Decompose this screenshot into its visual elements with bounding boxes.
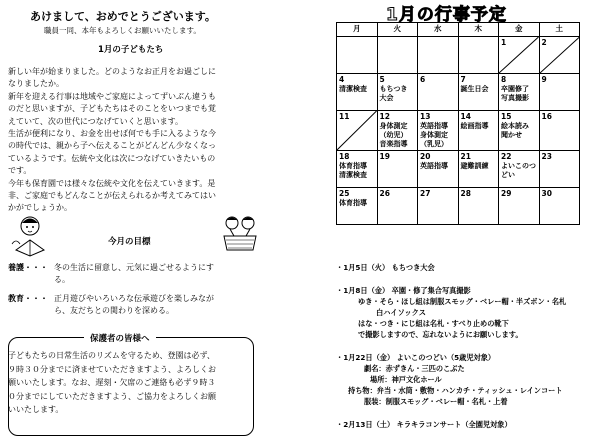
calendar-day-cell [377,74,418,111]
notice-body-line: 願いいたします。なお、遅刻・欠席のご連絡も必ず９時３ [8,378,216,387]
weekday-header-row [337,23,580,37]
goal-care-label: 養護・・・ [8,263,48,272]
calendar-day-cell [337,188,378,225]
event-list-line: 場所：神戸文化ホール [370,375,442,384]
kids-body-line: 新しい年が始まりました。どのようなお正月をお過ごしに [8,67,216,76]
day-event: 体育指導 [339,199,367,207]
day-number: 5 [379,75,385,84]
goal-care-line-1: 冬の生活に留意し、元気に過ごせるようにす [54,263,214,272]
calendar-day-cell [337,74,378,111]
day-number: 21 [460,152,471,161]
day-number: 26 [379,189,390,198]
event-list-line: ・1月8日（金） 卒園・修了集合写真撮影 [336,286,471,295]
weekday-header: 月 [337,23,378,37]
notice-title: 保護者の皆様へ [84,332,156,344]
day-event: 誕生日会 [460,85,489,93]
calendar-day-cell [539,74,580,111]
calendar-day-cell [458,74,499,111]
children-mochi-illustration [220,214,260,254]
calendar-week-row [337,151,580,188]
day-event: よいこのつ [501,162,536,170]
event-list-line: 劇名：赤ずきん・三匹のこぶた [364,364,465,373]
day-event: 聞かせ [501,131,522,139]
weekday-header: 水 [418,23,459,37]
day-number: 13 [420,112,431,121]
calendar-day-cell [458,37,499,74]
day-event: （幼児） [379,131,408,139]
calendar-day-cell [499,188,540,225]
goal-education-line-2: ら、友だちとの関わりを深める。 [54,306,174,315]
day-event: 身体測定 [420,131,448,139]
kids-section-body [8,66,308,215]
calendar-day-cell [418,37,459,74]
calendar-day-cell [499,111,540,151]
event-list-line: 白ハイソックス [376,308,426,317]
day-event: 絵画指導 [460,122,489,130]
calendar-day-cell [499,151,540,188]
event-list-line: はな・つき・にじ組は名札・すべり止めの靴下 [358,319,509,328]
day-number: 22 [501,152,512,161]
event-list-line: ・2月13日（土） キラキラコンサート（全園児対象） [336,420,512,429]
kids-body-line: 非、ご家庭でもどんなことが伝えられるか考えてみてはい [8,191,216,201]
day-number: 27 [420,189,431,198]
day-number: 11 [339,112,350,121]
event-list-line: ・1月22日（金） よいこのつどい（5歳児対象） [336,353,496,362]
day-number: 6 [420,75,426,84]
day-number: 29 [501,189,512,198]
day-event: 清潔検査 [339,171,367,179]
left-column [8,0,308,442]
notice-body-line: 子どもたちの日常生活のリズムを守るため、登園は必ず、 [8,351,215,360]
calendar-day-cell [418,151,459,188]
calendar-day-cell [377,111,418,151]
calendar-day-cell [337,37,378,74]
calendar-day-cell [539,188,580,225]
day-event: 音楽指導 [379,140,408,148]
goals-title: 今月の目標 [108,237,151,247]
calendar-week-row [337,74,580,111]
kids-body-line: 今年も保育園では様々な伝統や文化を伝えていきます。是 [8,178,216,188]
kids-body-line: の時代では、親から子へ伝えることがどんどん少なくなっ [8,141,216,151]
day-number: 8 [501,75,507,84]
day-event: （乳児） [420,140,448,148]
day-number: 4 [339,75,345,84]
kids-body-line: 新年を迎える行事は地域やご家庭によってずいぶん違うも [8,91,216,101]
calendar-day-cell [377,188,418,225]
day-event: 絵本読み [501,122,529,130]
day-event: 英語指導 [420,122,448,130]
day-number: 30 [541,189,552,198]
kids-body-line: かがでしょうか。 [8,203,72,213]
calendar-week-row [337,188,580,225]
day-event: 大会 [379,94,394,102]
event-list-line: ・1月5日（火） もちつき大会 [336,263,435,272]
day-number: 19 [379,152,390,161]
day-number: 15 [501,112,512,121]
day-number: 28 [460,189,471,198]
staff-line: 職員一同、本年もよろしくお願いいたします。 [44,26,201,35]
calendar-day-cell [377,151,418,188]
event-list-line: で撮影しますので、忘れないようにお願いします。 [358,330,523,339]
calendar-day-cell [377,37,418,74]
weekday-header: 木 [458,23,499,37]
calendar-day-cell [539,37,580,74]
day-event: 卒園修了 [501,85,529,93]
weekday-header: 金 [499,23,540,37]
event-list [336,262,598,430]
kids-section-title: 1月の子どもたち [98,45,164,55]
day-number: 14 [460,112,471,121]
calendar-day-cell [418,111,459,151]
goal-care-line-2: る。 [54,275,70,284]
child-reading-illustration [8,214,50,258]
event-calendar [336,22,580,225]
day-number: 23 [541,152,552,161]
day-event: 体育指導 [339,162,367,170]
calendar-day-cell [418,188,459,225]
day-number: 1 [501,38,507,47]
notice-body [8,349,308,417]
goal-education-line-1: 正月遊びやいろいろな伝承遊びを楽しみなが [54,294,214,303]
day-number: 12 [379,112,390,121]
day-event: どい [501,171,515,179]
day-number: 25 [339,189,350,198]
calendar-day-cell [458,111,499,151]
day-number: 7 [460,75,466,84]
kids-body-line: のだと思いますが、子どもたちはそのことをいつまでも覚 [8,104,216,114]
day-event: 身体測定 [379,122,408,130]
day-number: 2 [541,38,547,47]
day-event: 清潔検査 [339,85,367,93]
weekday-header: 火 [377,23,418,37]
day-event: 避難訓練 [460,162,489,170]
calendar-day-cell [337,111,378,151]
kids-body-line: 生活が便利になり、お金を出せば何でも手に入るような今 [8,129,216,139]
notice-body-line: ０分までにしていただきますよう、ご協力をよろしくお願 [8,391,216,401]
calendar-day-cell [499,37,540,74]
calendar-day-cell [337,151,378,188]
event-list-line: 服装：制服スモッグ・ベレー帽・名札・上着 [364,397,508,406]
notice-body-line: ９時３０分までに済ませていただきますよう、よろしくお [8,364,216,374]
calendar-title: 1月の行事予定 [386,5,507,25]
day-event: もちつき [379,85,408,93]
day-event: 英語指導 [420,162,448,170]
calendar-day-cell [458,151,499,188]
calendar-week-row [337,111,580,151]
calendar-day-cell [418,74,459,111]
calendar-day-cell [539,151,580,188]
kids-body-line: えていて、次の世代につなげていくと思います。 [8,116,184,126]
day-number: 16 [541,112,552,121]
weekday-header: 土 [539,23,580,37]
day-number: 18 [339,152,350,161]
kids-body-line: ているようです。伝統や文化は次につなげていきたいもの [8,153,216,163]
event-list-line: 持ち物：弁当・水筒・敷物・ハンカチ・ティッシュ・レインコート [348,386,563,395]
greeting-heading: あけまして、おめでとうございます。 [30,10,216,23]
day-event: 写真撮影 [501,94,529,102]
event-list-line: ゆき・そら・ほし組は制服スモッグ・ベレー帽・半ズボン・名札 [358,297,567,306]
day-number: 20 [420,152,431,161]
goal-education-label: 教育・・・ [8,294,48,303]
calendar-week-row [337,37,580,74]
kids-body-line: です。 [8,166,32,176]
calendar-day-cell [458,188,499,225]
day-number: 9 [541,75,547,84]
kids-body-line: なりましたか。 [8,79,64,89]
calendar-day-cell [499,74,540,111]
calendar-day-cell [539,111,580,151]
notice-body-line: いいたします。 [8,405,64,414]
